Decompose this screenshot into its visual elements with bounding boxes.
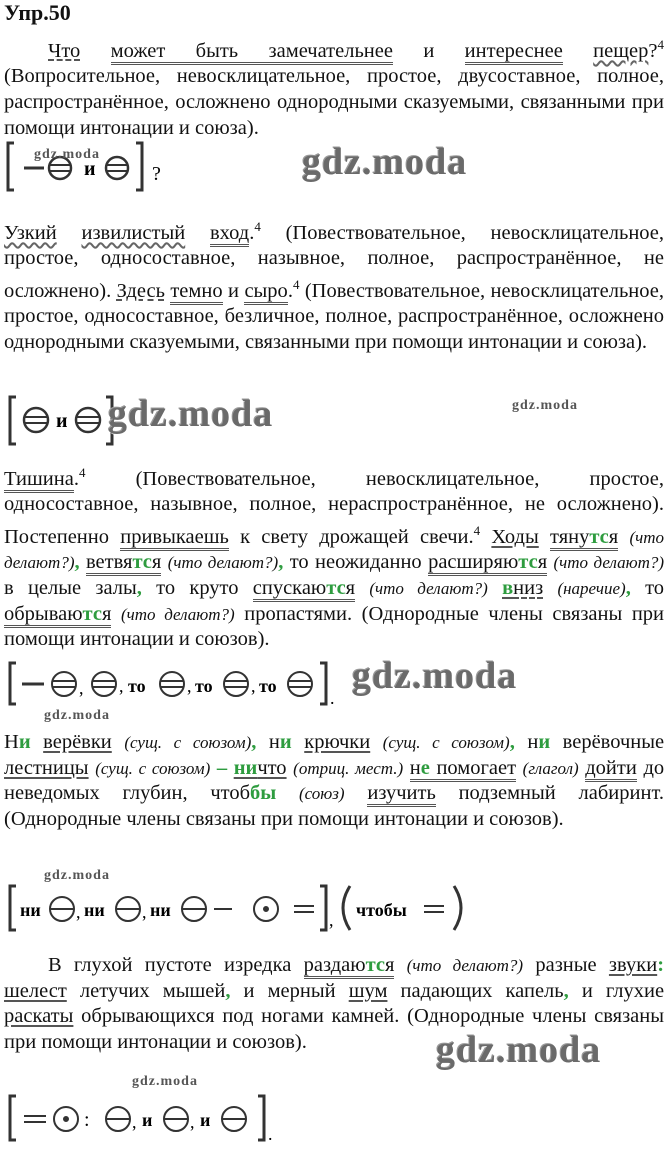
comma: , bbox=[136, 577, 142, 600]
sentence-3-description: (Повествовательное, невосклицательное, простое, односоставное, назывное, полное, нераспространённое, не осложнено). bbox=[4, 467, 664, 516]
comma: , bbox=[563, 979, 569, 1002]
svg-text:,: , bbox=[76, 902, 81, 922]
footnote-mark: 4 bbox=[254, 219, 261, 234]
word-mozhet-byt: может быть замечательнее bbox=[111, 40, 393, 65]
text-v-tselye-zaly: в целые залы bbox=[4, 577, 137, 600]
scheme-4-ni: ни bbox=[84, 900, 105, 920]
text-letuchikh: летучих мышей bbox=[79, 979, 226, 1002]
scheme-3-diagram bbox=[4, 660, 344, 710]
word-verevki: верёвки bbox=[43, 731, 112, 753]
dash: – bbox=[216, 756, 228, 779]
note: (сущ. с союзом) bbox=[382, 733, 510, 752]
text-i-glukhie: и глухие bbox=[581, 979, 665, 1002]
watermark-big: gdz.moda bbox=[302, 141, 468, 183]
comma: , bbox=[625, 577, 631, 600]
note: (что делают?) bbox=[4, 527, 664, 573]
word-nichto: ничто bbox=[233, 756, 287, 779]
exercise-title: Упр.50 bbox=[4, 0, 71, 25]
text-padayushchikh: падающих капель bbox=[400, 979, 564, 1002]
svg-text::: : bbox=[84, 1109, 90, 1131]
word-i: и bbox=[423, 39, 435, 62]
word-izuchit: изучить bbox=[367, 782, 435, 807]
comma: , bbox=[74, 551, 80, 574]
word-doyti: дойти bbox=[585, 757, 637, 782]
svg-text:,: , bbox=[187, 676, 192, 696]
note: (что делают?) bbox=[167, 553, 279, 573]
watermark-big: gdz.moda bbox=[436, 1029, 602, 1071]
word-chto: Что bbox=[48, 39, 81, 62]
scheme-4-diagram bbox=[4, 882, 484, 938]
prefix-ni: Ни bbox=[4, 731, 31, 753]
watermark-small: gdz.moda bbox=[132, 1074, 198, 1089]
watermark-small: gdz.moda bbox=[34, 147, 100, 162]
note: (что делают?) bbox=[369, 579, 488, 599]
word-razdayutsya: раздаются bbox=[304, 954, 395, 979]
word-syro: сыро bbox=[244, 280, 287, 305]
word-obryvayutsya: обрываются bbox=[4, 603, 111, 628]
svg-text:,: , bbox=[132, 1112, 137, 1132]
footnote-mark: 4 bbox=[292, 277, 300, 293]
scheme-4-chtoby: чтобы bbox=[356, 900, 407, 920]
sentence-4 bbox=[4, 730, 664, 832]
note: (наречие) bbox=[557, 579, 626, 599]
word-spuskayutsya: спускаются bbox=[253, 577, 355, 602]
word-kryuchki: крючки bbox=[304, 731, 371, 753]
scheme-3-end: . bbox=[330, 688, 335, 708]
scheme-3 bbox=[4, 660, 344, 710]
scheme-5-end: . bbox=[268, 1124, 273, 1144]
note: (глагол) bbox=[522, 758, 579, 778]
word-vniz: вниз bbox=[502, 577, 544, 600]
comma: , bbox=[225, 979, 231, 1002]
text-do-nevedomykh: до неведомых глубин, чтоб bbox=[4, 756, 665, 805]
word-uzkiy: Узкий bbox=[4, 221, 57, 244]
text-raznye: разные bbox=[535, 954, 597, 976]
svg-text:,: , bbox=[79, 678, 84, 698]
note: (что делают?) bbox=[406, 956, 524, 975]
word-vetvyatsya: ветвятся bbox=[86, 551, 161, 576]
note: (отриц. мест.) bbox=[293, 758, 404, 778]
scheme-2 bbox=[4, 392, 124, 452]
text-k-svetu: к свету дрожащей свечи. bbox=[240, 525, 474, 548]
word-raskaty: раскаты bbox=[4, 1005, 74, 1028]
word-privykaesh: привыкаешь bbox=[120, 526, 229, 551]
footnote-mark: 4 bbox=[78, 465, 86, 480]
word-zvuki: звуки bbox=[608, 954, 658, 976]
word-rasshiryayutsya: расширяются bbox=[428, 551, 547, 576]
colon: : bbox=[657, 954, 665, 976]
sentence-3-description-2: (Однородные члены связаны при помощи интонации и союзов). bbox=[4, 602, 665, 651]
watermark-small: gdz.moda bbox=[44, 708, 110, 723]
word-zdes: Здесь bbox=[116, 279, 165, 302]
scheme-4 bbox=[4, 882, 484, 938]
sentence-2-description-2: (Повествовательное, невосклицательное, простое, односоставное, безличное, полное, распространённое, осложнено однородными сказуемыми, связанными при помощи интонации и союза). bbox=[4, 279, 664, 354]
svg-text:,: , bbox=[329, 910, 334, 930]
prefix-ni: ни bbox=[268, 731, 292, 753]
note: (сущ. с союзом) bbox=[124, 733, 252, 752]
text-podzemnyy: подземный лабиринт. (Однородные члены связаны при помощи интонации и союзов). bbox=[4, 782, 664, 830]
word-ne-pomogaet: не помогает bbox=[410, 757, 516, 782]
note: (что делают?) bbox=[553, 553, 665, 573]
comma: , bbox=[251, 731, 257, 753]
text-v-glukhoy: В глухой пустоте изредка bbox=[48, 954, 292, 976]
svg-text:,: , bbox=[142, 902, 147, 922]
watermark-big: gdz.moda bbox=[352, 655, 518, 697]
comma: , bbox=[509, 731, 515, 753]
text-to-kruto: то круто bbox=[156, 577, 239, 600]
scheme-3-to: то bbox=[128, 676, 146, 696]
text-to: то bbox=[645, 577, 665, 600]
question-mark: ? bbox=[648, 39, 658, 62]
note: (что делают?) bbox=[120, 604, 235, 624]
text-propastyami: пропастями. bbox=[244, 602, 353, 625]
text-i-mernyy: и мерный bbox=[243, 979, 336, 1002]
note: (сущ. с союзом) bbox=[95, 758, 211, 778]
word-verevochnye: верёвочные bbox=[562, 731, 665, 753]
sentence-1 bbox=[4, 32, 664, 141]
sentence-2: Узкий извилистый вход.$^4$ (Повествовательное, невосклицательное, простое, односоставное, назывное, полное, распространённое, не осложнено). Здесь темно и сыро.$^4$ (Повествовательное, невосклицательное, простое, односоставное, безличное, полное, распространённое, осложнено однородными сказуемыми, связанными при помощи интонации и союза). bbox=[4, 219, 665, 354]
text-postepenno: Постепенно bbox=[4, 525, 109, 548]
scheme-5-diagram bbox=[4, 1092, 294, 1148]
scheme-4-ni: ни bbox=[20, 900, 41, 920]
scheme-1-conj: и bbox=[84, 158, 96, 180]
word-khody: Ходы bbox=[491, 525, 539, 548]
word-tishina: Тишина bbox=[4, 468, 74, 493]
word-shum: шум bbox=[348, 979, 388, 1002]
scheme-4-ni: ни bbox=[150, 900, 171, 920]
watermark-small: gdz.moda bbox=[512, 398, 578, 413]
conj-by: бы bbox=[250, 782, 277, 805]
word-tyanutsya: тянутся bbox=[550, 526, 618, 551]
footnote-mark: 4 bbox=[657, 37, 664, 52]
sentence-2-description: (Повествовательное, невосклицательное, простое, односоставное, назывное, полное, распространённое, не осложнено). bbox=[4, 221, 665, 302]
scheme-2-diagram bbox=[4, 392, 124, 452]
word-shelest: шелест bbox=[4, 979, 67, 1002]
sentence-1-description: (Вопросительное, невосклицательное, простое, двусоставное, полное, распространённое, осложнено однородными сказуемыми, связанными при помощи интонации и союза). bbox=[4, 65, 664, 139]
word-lestnitsy: лестницы bbox=[4, 756, 89, 779]
scheme-1-end: ? bbox=[152, 163, 161, 185]
word-interesnee: интереснее bbox=[465, 40, 563, 65]
scheme-5 bbox=[4, 1092, 294, 1148]
scheme-5-i: и bbox=[200, 1110, 211, 1130]
note: (союз) bbox=[299, 784, 345, 804]
comma: , bbox=[278, 551, 284, 574]
word-izvilistyy: извилистый bbox=[81, 221, 186, 244]
word-i: и bbox=[228, 279, 240, 302]
svg-text:,: , bbox=[251, 676, 256, 696]
watermark-small: gdz.moda bbox=[44, 868, 110, 883]
svg-text:,: , bbox=[119, 676, 124, 696]
footnote-mark: 4 bbox=[473, 523, 481, 539]
scheme-5-i: и bbox=[142, 1110, 153, 1130]
word-peshcher: пещер bbox=[593, 39, 649, 62]
scheme-3-to: то bbox=[259, 676, 277, 696]
svg-text:,: , bbox=[190, 1112, 195, 1132]
scheme-3-to: то bbox=[195, 676, 213, 696]
sentence-3: Тишина.$^4$ (Повествовательное, невосклицательное, простое, односоставное, назывное, полное, нераспространённое, не осложнено). Постепенно привыкаешь к свету дрожащей свечи.$^4$ Ходы тянутся (что делают?), ветвятся (что делают?), то неожиданно расширяются (что делают?) в целые залы, то круто спускаются (что делают?) вниз (наречие), то обрываются (что делают?) пропастями. (Однородные члены связаны при помощи интонации и союзов). bbox=[4, 465, 665, 651]
word-temno: темно bbox=[170, 280, 222, 305]
text-to-neozhidanno: то неожиданно bbox=[289, 551, 422, 574]
prefix-ni: ни bbox=[527, 731, 551, 753]
scheme-2-conj: и bbox=[56, 410, 68, 432]
word-vkhod: вход bbox=[210, 222, 249, 247]
watermark-big: gdz.moda bbox=[108, 393, 274, 435]
text-obryvayushchikhsya: обрывающихся под ногами камней. (Однородные члены связаны при помощи интонации и союзов). bbox=[4, 1005, 665, 1053]
